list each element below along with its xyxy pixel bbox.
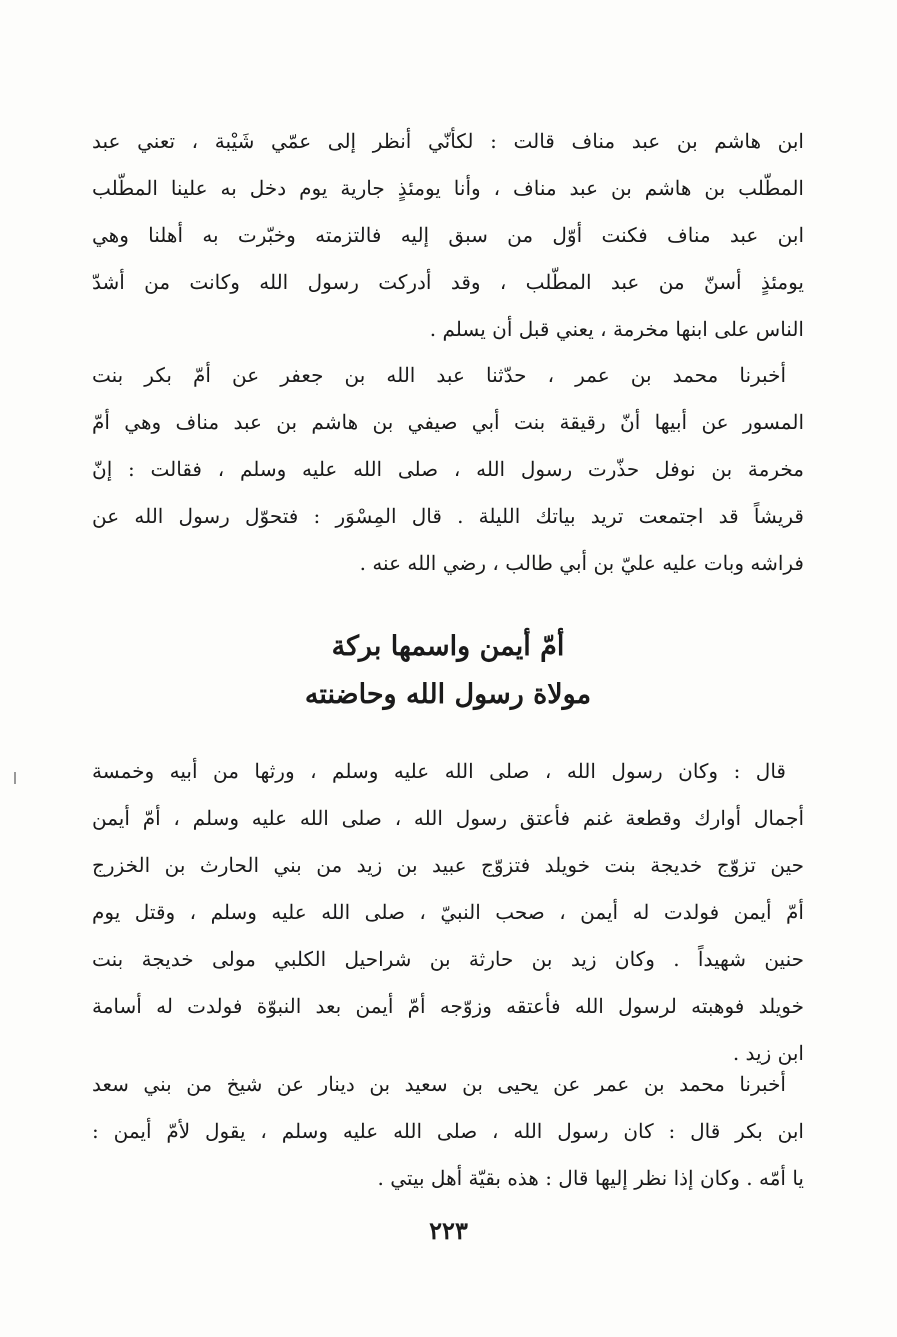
text-line: المطّلب بن هاشم بن عبد مناف ، وأنا يومئذٍ جارية يوم دخل به علينا المطّلب [92, 176, 804, 200]
text-line: مخرمة بن نوفل حذّرت رسول الله ، صلى الله عليه وسلم ، فقالت : إنّ [92, 457, 804, 481]
text-line: ابن بكر قال : كان رسول الله ، صلى الله عليه وسلم ، يقول لأمّ أيمن : [92, 1119, 804, 1143]
text-line: أخبرنا محمد بن عمر ، حدّثنا عبد الله بن جعفر عن أمّ بكر بنت [92, 363, 786, 387]
margin-speck [14, 772, 16, 784]
text-line: يا أمّه . وكان إذا نظر إليها قال : هذه بقيّة أهل بيتي . [377, 1166, 804, 1190]
text-line: أجمال أوارك وقطعة غنم فأعتق رسول الله ، صلى الله عليه وسلم ، أمّ أيمن [92, 806, 804, 830]
text-line: خويلد فوهبته لرسول الله فأعتقه وزوّجه أمّ أيمن بعد النبوّة فولدت له أسامة [92, 994, 804, 1018]
text-line: ابن عبد مناف فكنت أوّل من سبق إليه فالتزمته وخبّرت به أهلنا وهي [92, 223, 804, 247]
text-line: ابن هاشم بن عبد مناف قالت : لكأنّي أنظر إلى عمّي شَيْبة ، تعني عبد [92, 129, 804, 153]
text-line: حنين شهيداً . وكان زيد بن حارثة بن شراحيل الكلبي مولى خديجة بنت [92, 947, 804, 971]
text-line: فراشه وبات عليه عليّ بن أبي طالب ، رضي الله عنه . [359, 551, 804, 575]
text-line: ابن زيد . [732, 1041, 804, 1065]
text-line: الناس على ابنها مخرمة ، يعني قبل أن يسلم . [429, 317, 804, 341]
text-line: أخبرنا محمد بن عمر عن يحيى بن سعيد بن دينار عن شيخ من بني سعد [92, 1072, 786, 1096]
paragraph-riqayqa [92, 352, 804, 587]
section-heading-subtitle: مولاة رسول الله وحاضنته [304, 679, 592, 710]
paragraph-continuation [92, 118, 804, 353]
text-line: قريشاً قد اجتمعت تريد بياتك الليلة . قال المِسْوَر : فتحوّل رسول الله عن [92, 504, 804, 528]
page-number: ٢٢٣ [429, 1216, 468, 1245]
text-line: أمّ أيمن فولدت له أيمن ، صحب النبيّ ، صلى الله عليه وسلم ، وقتل يوم [92, 900, 804, 924]
text-line: حين تزوّج خديجة بنت خويلد فتزوّج عبيد بن زيد من بني الحارث بن الخزرج [92, 853, 804, 877]
text-line: المسور عن أبيها أنّ رقيقة بنت أبي صيفي بن هاشم بن عبد مناف وهي أمّ [92, 410, 804, 434]
text-line: يومئذٍ أسنّ من عبد المطّلب ، وقد أدركت رسول الله وكانت من أشدّ [92, 270, 804, 294]
text-line: قال : وكان رسول الله ، صلى الله عليه وسلم ، ورثها من أبيه وخمسة [92, 759, 786, 783]
section-heading-title: أمّ أيمن واسمها بركة [331, 631, 565, 662]
paragraph-family-remnant [92, 1061, 804, 1202]
paragraph-umm-ayman [92, 748, 804, 1077]
